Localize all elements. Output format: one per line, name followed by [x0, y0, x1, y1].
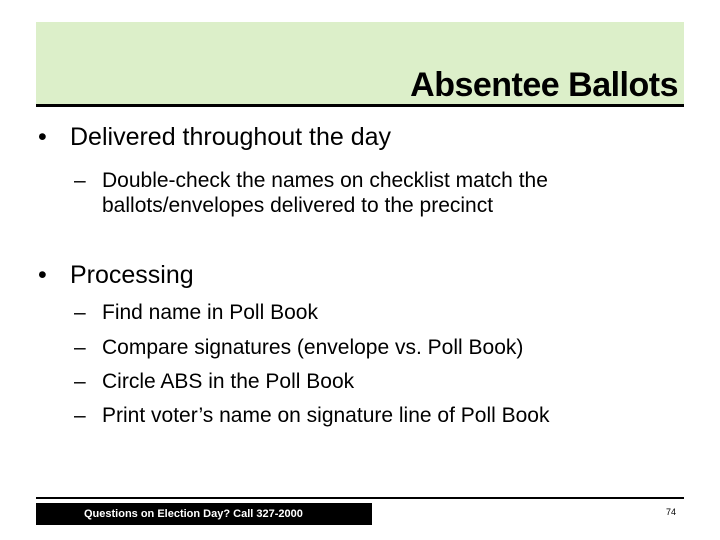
- bullet-processing: [38, 260, 194, 290]
- subitem-text-line1: Double-check the names on checklist match the: [102, 169, 548, 192]
- bullet-text: Delivered throughout the day: [70, 123, 392, 151]
- bullet-text: Processing: [70, 261, 194, 289]
- footer-text: Questions on Election Day? Call 327-2000: [84, 508, 303, 520]
- footer-rule: [36, 497, 684, 499]
- title-underline: [36, 104, 684, 107]
- subitem-circle-abs: [74, 369, 354, 394]
- subitem-compare-signatures: [74, 335, 523, 360]
- bullet-delivered: [38, 122, 391, 152]
- bullet-dot: •: [38, 123, 47, 151]
- sub-dash: –: [74, 370, 86, 393]
- sub-dash: –: [74, 301, 86, 324]
- subitem-text: Circle ABS in the Poll Book: [102, 370, 355, 393]
- footer-box: [36, 503, 372, 525]
- subitem-text-line2: ballots/envelopes delivered to the precinct: [102, 194, 494, 217]
- subitem-text: Find name in Poll Book: [102, 301, 318, 324]
- subitem-text: Compare signatures (envelope vs. Poll Book): [102, 336, 524, 359]
- page-number: 74: [665, 507, 676, 517]
- subitem-print-name: [74, 403, 549, 428]
- sub-dash: –: [74, 169, 86, 192]
- slide-title: Absentee Ballots: [410, 66, 678, 104]
- subitem-text: Print voter’s name on signature line of Poll Book: [102, 404, 550, 427]
- subitem-double-check: [74, 168, 548, 218]
- title-band: [36, 22, 684, 104]
- bullet-dot: •: [38, 261, 47, 289]
- sub-dash: –: [74, 336, 86, 359]
- sub-dash: –: [74, 404, 86, 427]
- subitem-find-name: [74, 300, 318, 325]
